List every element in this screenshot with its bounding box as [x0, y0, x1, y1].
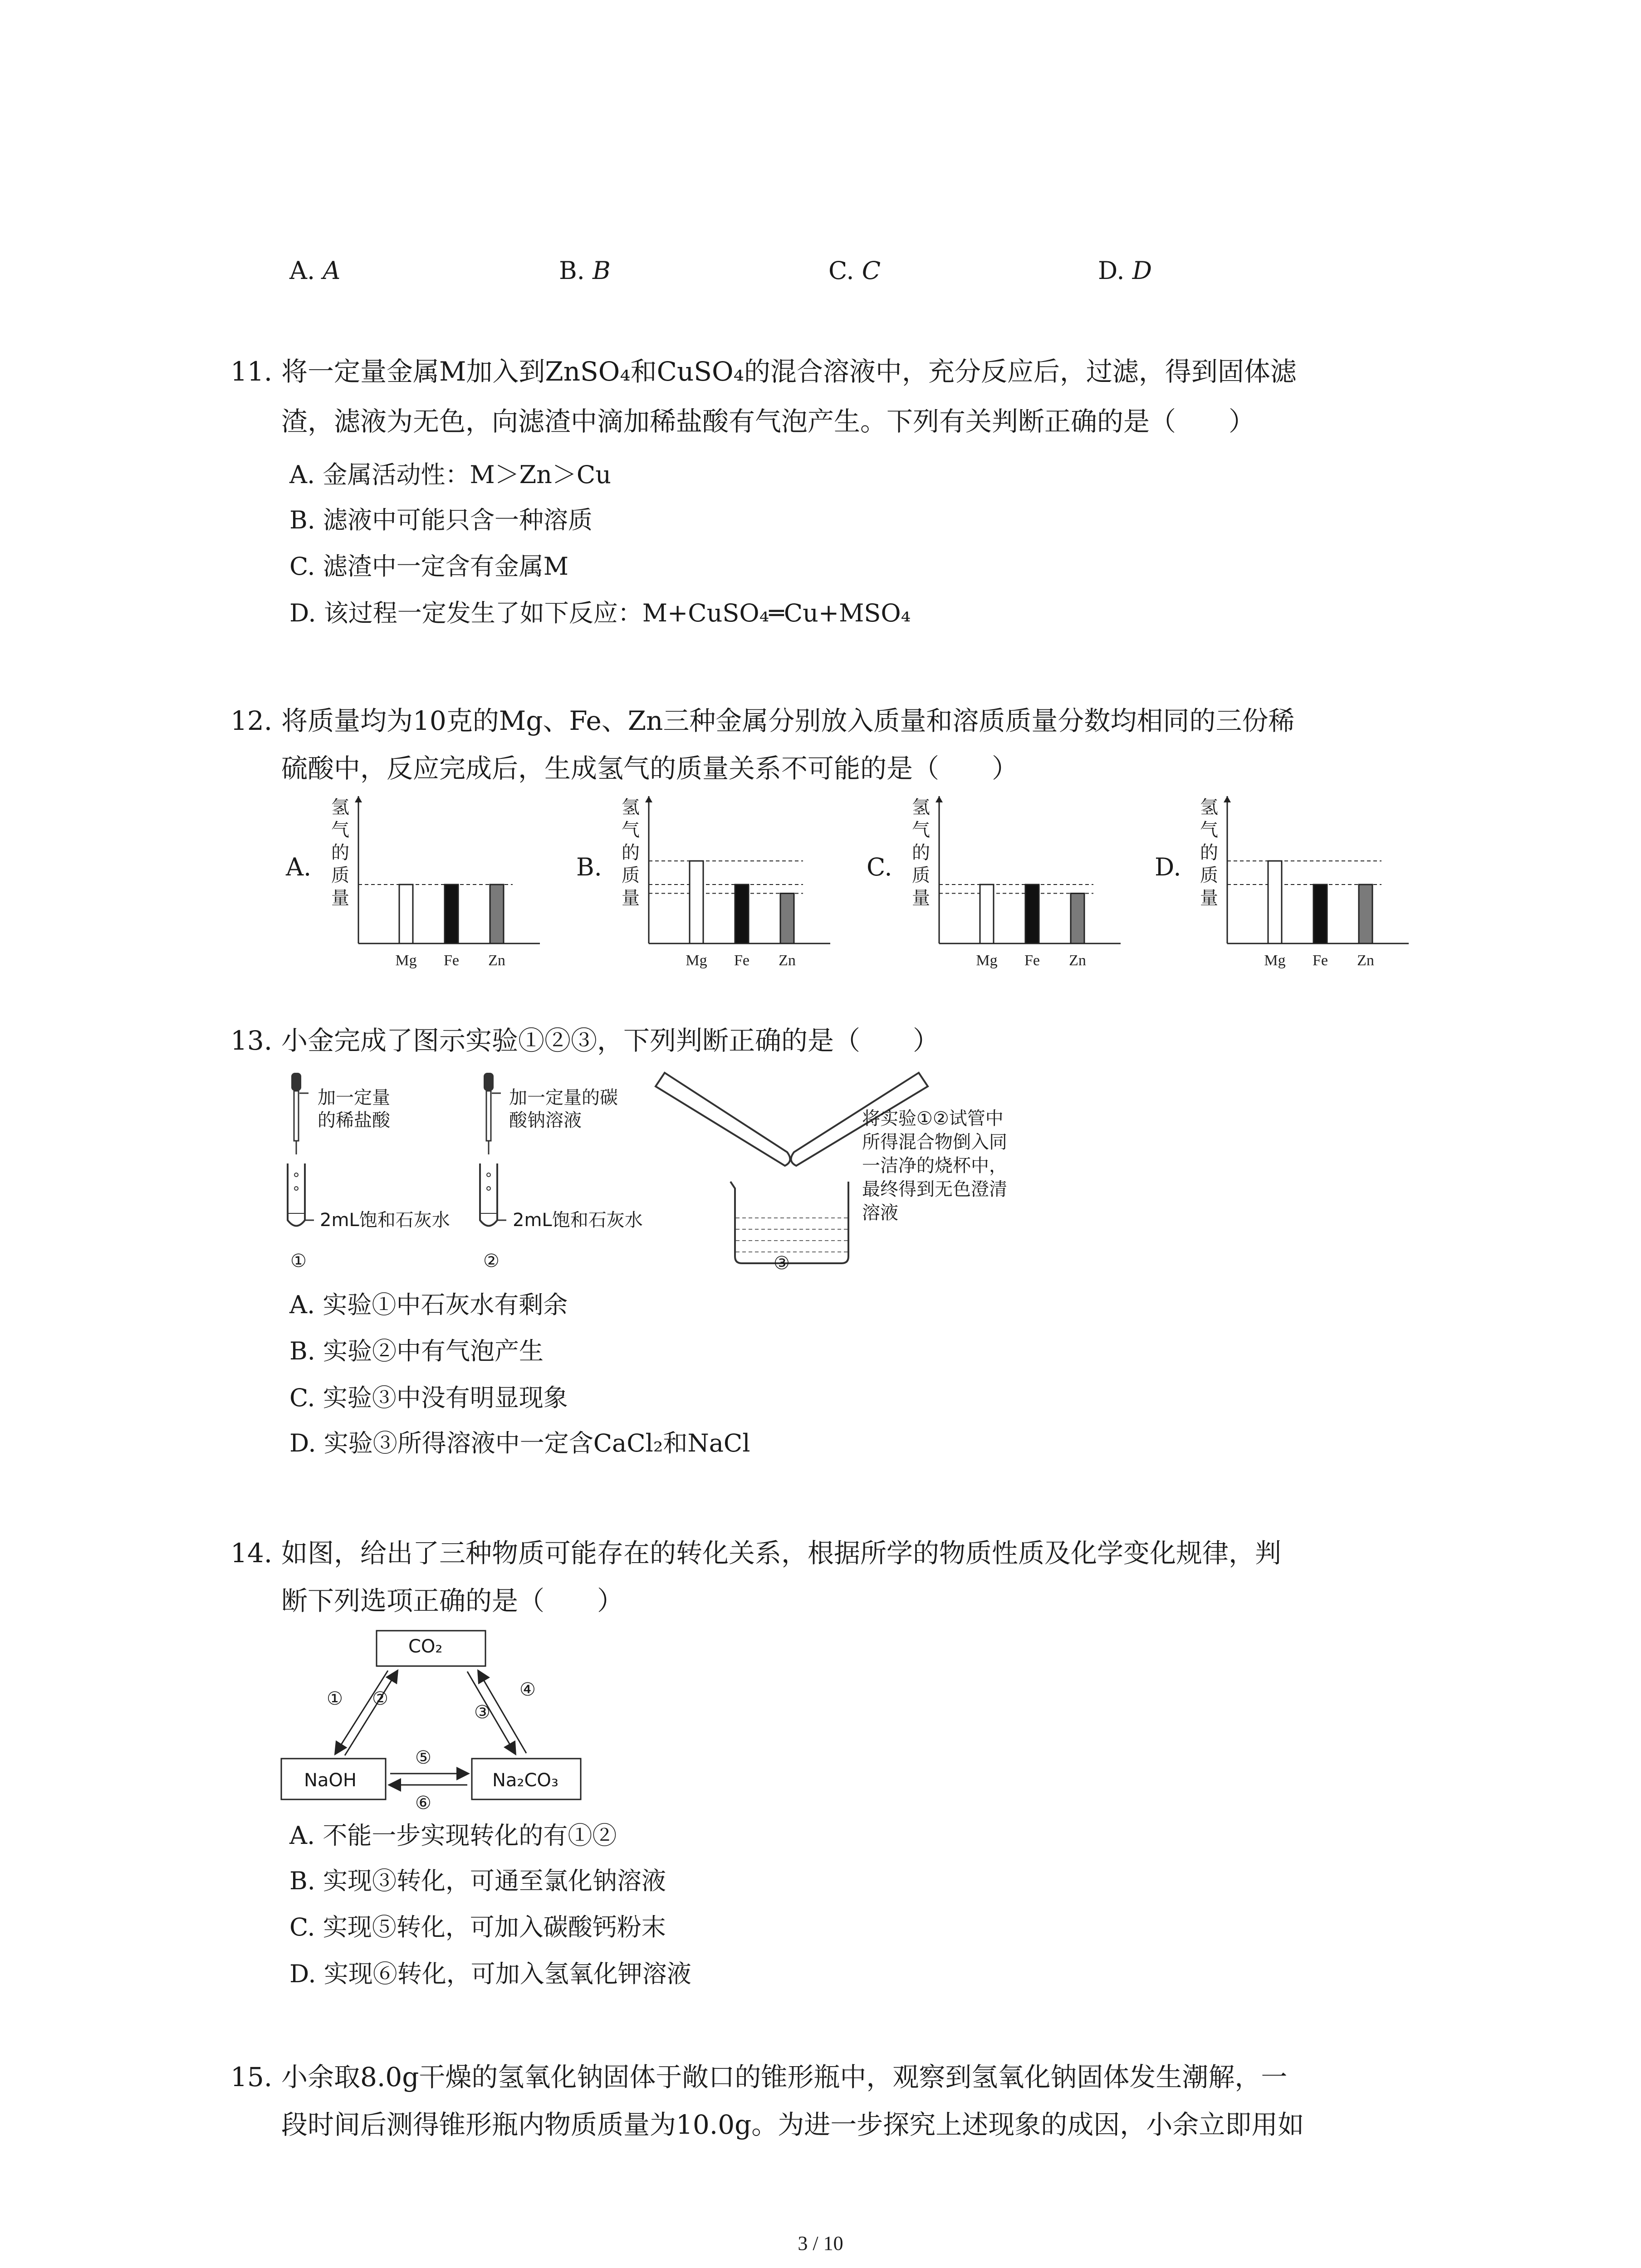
q12-bar-chart	[1155, 787, 1427, 968]
q14-option-c: C. 实现⑤转化，可加入碳酸钙粉末	[289, 1913, 666, 1941]
bar-fe	[1313, 885, 1327, 943]
q14-option-a: A. 不能一步实现转化的有①②	[289, 1821, 617, 1850]
q13-option-a: A. 实验①中石灰水有剩余	[289, 1290, 568, 1319]
bar-label: Mg	[686, 952, 707, 968]
q15-number: 15.	[230, 2062, 273, 2092]
bar-label: Zn	[1069, 952, 1086, 968]
bar-zn	[1359, 885, 1372, 943]
q12-chart-ylabel: 氢气的质量	[912, 797, 930, 909]
q12-stem-line-2: 硫酸中，反应完成后，生成氢气的质量关系不可能的是（ ）	[281, 753, 1019, 784]
bar-label: Mg	[395, 952, 417, 968]
y-axis-arrow	[355, 796, 362, 802]
bar-label: Zn	[488, 952, 505, 968]
y-axis-arrow	[1224, 796, 1231, 802]
bar-label: Fe	[1024, 952, 1040, 968]
bar-fe	[445, 885, 458, 943]
bar-mg	[399, 885, 413, 943]
q11-option-b: B. 滤液中可能只含一种溶质	[289, 506, 593, 534]
q14-option-d: D. 实现⑥转化，可加入氢氧化钾溶液	[289, 1960, 691, 1988]
q14-option-b: B. 实现③转化，可通至氯化钠溶液	[289, 1867, 666, 1895]
q12-chart-ylabel: 氢气的质量	[622, 797, 640, 909]
bar-label: Mg	[976, 952, 998, 968]
q13-stem: 小金完成了图示实验①②③，下列判断正确的是（ ）	[281, 1025, 940, 1056]
q13-exp3-mark: ③	[774, 1253, 790, 1274]
q15-stem-line-2: 段时间后测得锥形瓶内物质质量为10.0g。为进一步探究上述现象的成因，小余立即用如	[281, 2109, 1304, 2140]
q10-option-c: C. C	[828, 256, 881, 285]
q14-arrow-3: ③	[474, 1702, 490, 1723]
q13-exp2-bottom-label: 2mL饱和石灰水	[513, 1210, 643, 1231]
beaker	[730, 1182, 848, 1263]
q15-stem-line-1: 小余取8.0g干燥的氢氧化钠固体于敞口的锥形瓶中，观察到氢氧化钠固体发生潮解，一	[281, 2062, 1288, 2092]
bar-fe	[735, 885, 749, 943]
q13-exp2-mark: ②	[483, 1251, 500, 1271]
q12-chart-label: A.	[286, 853, 312, 881]
q13-number: 13.	[230, 1025, 273, 1056]
q14-node-co2: CO₂	[408, 1636, 443, 1657]
bar-zn	[490, 885, 504, 943]
q13-option-c: C. 实验③中没有明显现象	[289, 1383, 568, 1412]
q13-option-b: B. 实验②中有气泡产生	[289, 1337, 544, 1365]
q14-node-naoh: NaOH	[304, 1770, 357, 1791]
q10-option-b: B. B	[559, 256, 611, 285]
q14-arrow-6: ⑥	[415, 1793, 431, 1813]
q13-exp1-reagent: 加一定量的稀盐酸	[318, 1087, 390, 1131]
q14-arrow-1: ①	[327, 1688, 343, 1709]
q14-stem-line-1: 如图，给出了三种物质可能存在的转化关系，根据所学的物质性质及化学变化规律，判	[281, 1538, 1282, 1569]
q12-chart-label: C.	[867, 853, 892, 881]
q14-arrow-4: ④	[519, 1679, 536, 1700]
q11-option-c: C. 滤渣中一定含有金属M	[289, 552, 569, 581]
test-tube-1	[288, 1163, 314, 1226]
bar-label: Zn	[1357, 952, 1374, 968]
q12-number: 12.	[230, 705, 273, 736]
q13-exp3-note: 将实验①②试管中所得混合物倒入同一洁净的烧杯中，最终得到无色澄清溶液	[862, 1108, 1007, 1223]
bar-label: Mg	[1264, 952, 1286, 968]
bar-fe	[1025, 885, 1039, 943]
page-number: 3 / 10	[798, 2232, 843, 2254]
q11-stem-line-1: 将一定量金属M加入到ZnSO₄和CuSO₄的混合溶液中，充分反应后，过滤，得到固体滤	[281, 356, 1297, 387]
q11-option-d: D. 该过程一定发生了如下反应：M+CuSO₄═Cu+MSO₄	[289, 599, 911, 627]
q13-option-d: D. 实验③所得溶液中一定含CaCl₂和NaCl	[289, 1429, 750, 1457]
bar-label: Zn	[779, 952, 796, 968]
bar-mg	[980, 885, 994, 943]
q14-stem-line-2: 断下列选项正确的是（ ）	[281, 1585, 624, 1616]
y-axis-arrow	[936, 796, 943, 802]
q12-chart-label: B.	[576, 853, 602, 881]
bar-zn	[1071, 894, 1084, 944]
q13-exp1-bottom-label: 2mL饱和石灰水	[320, 1210, 450, 1231]
q12-chart-ylabel: 氢气的质量	[331, 797, 349, 909]
q12-bar-chart	[576, 787, 848, 968]
y-axis-arrow	[645, 796, 652, 802]
q14-number: 14.	[230, 1538, 273, 1569]
q12-chart-ylabel: 氢气的质量	[1200, 797, 1218, 909]
bar-label: Fe	[1313, 952, 1328, 968]
bar-mg	[1268, 861, 1282, 943]
q11-stem-line-2: 渣，滤液为无色，向滤渣中滴加稀盐酸有气泡产生。下列有关判断正确的是（ ）	[281, 406, 1255, 437]
bar-zn	[780, 894, 794, 944]
dropper-2	[484, 1073, 494, 1154]
q12-stem-line-1: 将质量均为10克的Mg、Fe、Zn三种金属分别放入质量和溶质质量分数均相同的三份稀	[281, 705, 1295, 736]
q10-option-a: A. A	[289, 256, 341, 285]
test-tube-2	[480, 1163, 506, 1226]
bar-mg	[690, 861, 703, 943]
q14-node-na2co3: Na₂CO₃	[492, 1770, 558, 1791]
q14-arrow-2: ②	[372, 1688, 388, 1709]
q12-chart-label: D.	[1155, 853, 1181, 881]
q14-arrow-5: ⑤	[415, 1747, 431, 1768]
q12-bar-chart	[286, 787, 558, 968]
q11-option-a: A. 金属活动性：M＞Zn＞Cu	[289, 460, 612, 489]
q13-exp1-mark: ①	[290, 1251, 307, 1271]
bar-label: Fe	[444, 952, 459, 968]
bar-label: Fe	[734, 952, 749, 968]
q13-exp2-reagent: 加一定量的碳酸钠溶液	[509, 1087, 618, 1131]
q10-option-d: D. D	[1098, 256, 1152, 285]
dropper-1	[291, 1073, 301, 1154]
q11-number: 11.	[230, 356, 273, 387]
q12-bar-chart	[867, 787, 1139, 968]
